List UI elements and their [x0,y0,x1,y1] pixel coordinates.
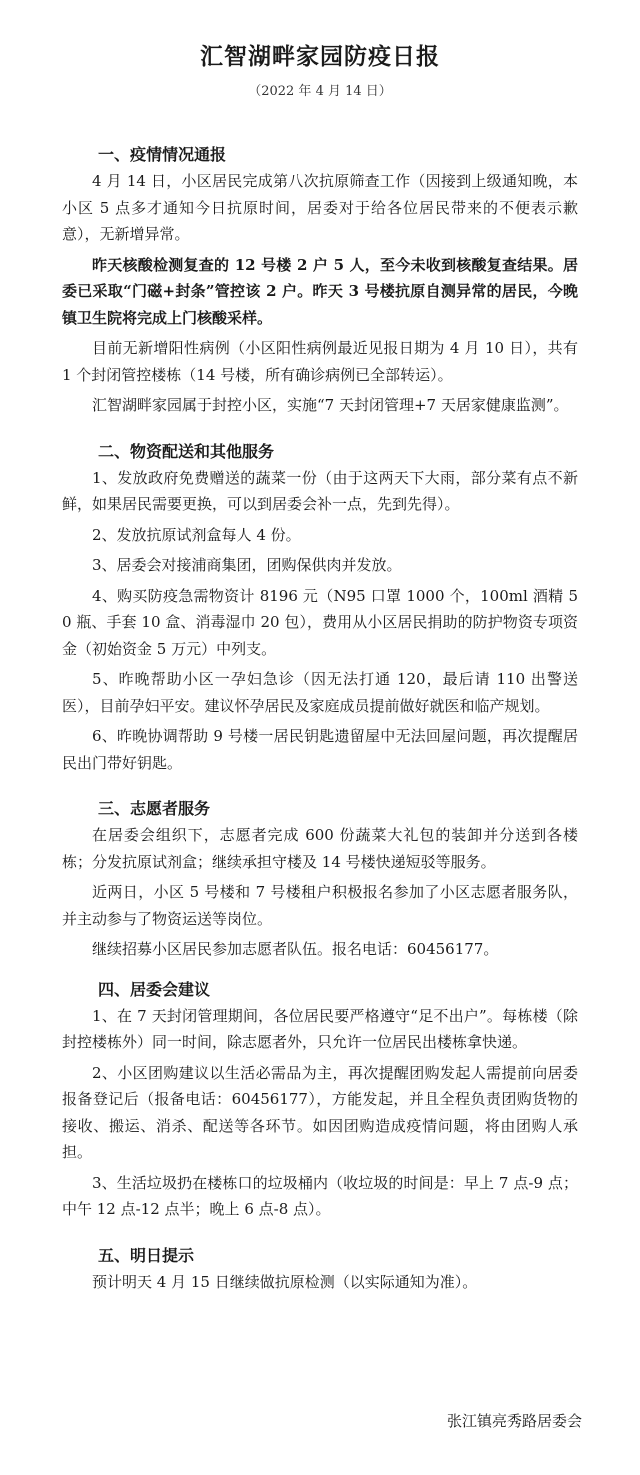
section-volunteer-services [62,796,578,963]
paragraph: 在居委会组织下，志愿者完成 600 份蔬菜大礼包的装卸并分送到各楼栋；分发抗原试剂盒；继续承担守楼及 14 号楼快递短驳等服务。 [62,826,578,871]
paragraph: 3、生活垃圾扔在楼栋口的垃圾桶内（收垃圾的时间是：早上 7 点-9 点；中午 12 点-12 点半；晚上 6 点-8 点）。 [62,1173,578,1218]
paragraph: 2、发放抗原试剂盒每人 4 份。 [92,525,301,544]
paragraph: 2、小区团购建议以生活必需品为主，再次提醒团购发起人需提前向居委报备登记后（报备电话：60456177），方能发起，并且全程负责团购货物的接收、搬运、消杀、配送等各环节。如因团购造成疫情问题，将由团购人承担。 [62,1063,578,1161]
paragraph: 4 月 14 日，小区居民完成第八次抗原筛查工作（因接到上级通知晚，本小区 5 点多才通知今日抗原时间，居委对于给各位居民带来的不便表示歉意），无新增异常。 [62,172,578,243]
paragraph: 6、昨晚协调帮助 9 号楼一居民钥匙遗留屋中无法回屋问题，再次提醒居民出门带好钥匙。 [62,727,578,772]
paragraph: 昨天核酸检测复查的 12 号楼 2 户 5 人，至今未收到核酸复查结果。居委已采取“门磁+封条”管控该 2 户。昨天 3 号楼抗原自测异常的居民，今晚镇卫生院将完成上门核酸采样。 [62,255,578,327]
section-heading: 四、居委会建议 [98,979,211,999]
section-tomorrow-notice [62,1243,578,1296]
paragraph: 4、购买防疫急需物资计 8196 元（N95 口罩 1000 个，100ml 酒精 50 瓶、手套 10 盒、消毒湿巾 20 包），费用从小区居民捐助的防护物资专项资金（初始资金 5 万元）中列支。 [62,586,578,658]
section-committee-advice [62,977,578,1223]
section-heading: 三、志愿者服务 [98,799,211,818]
paragraph: 1、发放政府免费赠送的蔬菜一份（由于这两天下大雨，部分菜有点不新鲜，如果居民需要更换，可以到居委会补一点，先到先得）。 [62,468,578,513]
paragraph: 目前无新增阳性病例（小区阳性病例最近见报日期为 4 月 10 日），共有 1 个封闭管控楼栋（14 号楼，所有确诊病例已全部转运）。 [62,339,578,384]
paragraph: 预计明天 4 月 15 日继续做抗原检测（以实际通知为准）。 [92,1272,478,1291]
section-supplies-services [62,439,578,777]
paragraph: 汇智湖畔家园属于封控小区，实施“7 天封闭管理+7 天居家健康监测”。 [92,396,569,414]
section-heading: 五、明日提示 [98,1245,195,1265]
paragraph: 3、居委会对接浦商集团，团购保供肉并发放。 [92,556,402,574]
paragraph: 继续招募小区居民参加志愿者队伍。报名电话：60456177。 [92,940,499,958]
paragraph: 1、在 7 天封闭管理期间，各位居民要严格遵守“足不出户”。每栋楼（除封控楼栋外）同一时间，除志愿者外，只允许一位居民出楼栋拿快递。 [62,1006,578,1051]
document-title: 汇智湖畔家园防疫日报 [200,44,440,70]
section-heading: 二、物资配送和其他服务 [98,441,275,461]
signature: 张江镇亮秀路居委会 [446,1412,582,1430]
paragraph: 近两日，小区 5 号楼和 7 号楼租户积极报名参加了小区志愿者服务队，并主动参与了物资运送等岗位。 [62,883,578,928]
section-epidemic-report [62,142,578,419]
paragraph: 5、昨晚帮助小区一孕妇急诊（因无法打通 120，最后请 110 出警送医），目前孕妇平安。建议怀孕居民及家庭成员提前做好就医和临产规划。 [62,670,578,715]
document-date: （2022 年 4 月 14 日） [248,84,392,99]
document-body [62,142,578,1299]
section-heading: 一、疫情情况通报 [98,145,227,164]
